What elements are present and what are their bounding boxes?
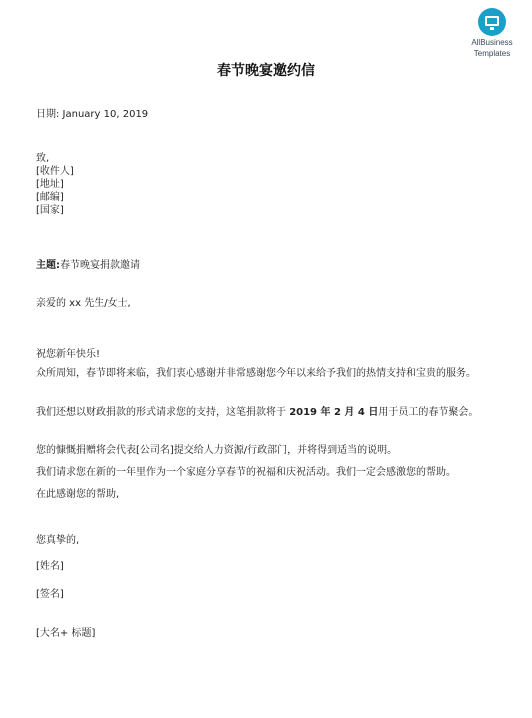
salutation: 亲爱的 xx 先生/女士, — [36, 298, 131, 309]
recipient-postcode: [邮编] — [36, 192, 64, 203]
paragraph-1: 众所周知，春节即将来临，我们衷心感谢并非常感谢您今年以来给予我们的热情支持和宝贵的服务。 — [36, 368, 476, 379]
letter-title: 春节晚宴邀约信 — [217, 63, 315, 79]
recipient-country: [国家] — [36, 205, 64, 216]
subject-text: 春节晚宴捐款邀请 — [60, 260, 140, 271]
closing-sincerely: 您真挚的, — [36, 535, 80, 546]
paragraph-5: 在此感谢您的帮助, — [36, 489, 120, 500]
allbusiness-templates-logo — [462, 8, 522, 58]
subject-line — [36, 259, 140, 272]
recipient-greeting: 致, — [36, 153, 50, 164]
paragraph-4: 我们请求您在新的一年里作为一个家庭分享春节的祝福和庆祝活动。我们一定会感激您的帮助。 — [36, 467, 456, 478]
recipient-name: [收件人] — [36, 166, 74, 177]
date-line: 日期: January 10, 2019 — [36, 109, 149, 120]
closing-signature: [签名] — [36, 589, 64, 600]
recipient-address: [地址] — [36, 179, 64, 190]
closing-name: [姓名] — [36, 561, 64, 572]
subject-label: 主题: — [36, 260, 60, 271]
new-year-wish: 祝您新年快乐! — [36, 349, 101, 360]
paragraph-2-start: 我们还想以财政捐款的形式请求您的支持，这笔捐款将于 — [36, 407, 290, 418]
paragraph-2-end: 用于员工的春节聚会。 — [378, 407, 479, 418]
logo-line-1: AllBusiness — [471, 38, 513, 47]
logo-line-2: Templates — [473, 49, 511, 58]
donation-date: 2019 年 2 月 4 日 — [289, 407, 379, 418]
monitor-icon — [478, 8, 506, 36]
closing-full-title: [大名+ 标题] — [36, 628, 96, 639]
paragraph-3: 您的慷慨捐赠将会代表[公司名]提交给人力资源/行政部门，并将得到适当的说明。 — [36, 445, 398, 456]
paragraph-2 — [36, 405, 486, 421]
